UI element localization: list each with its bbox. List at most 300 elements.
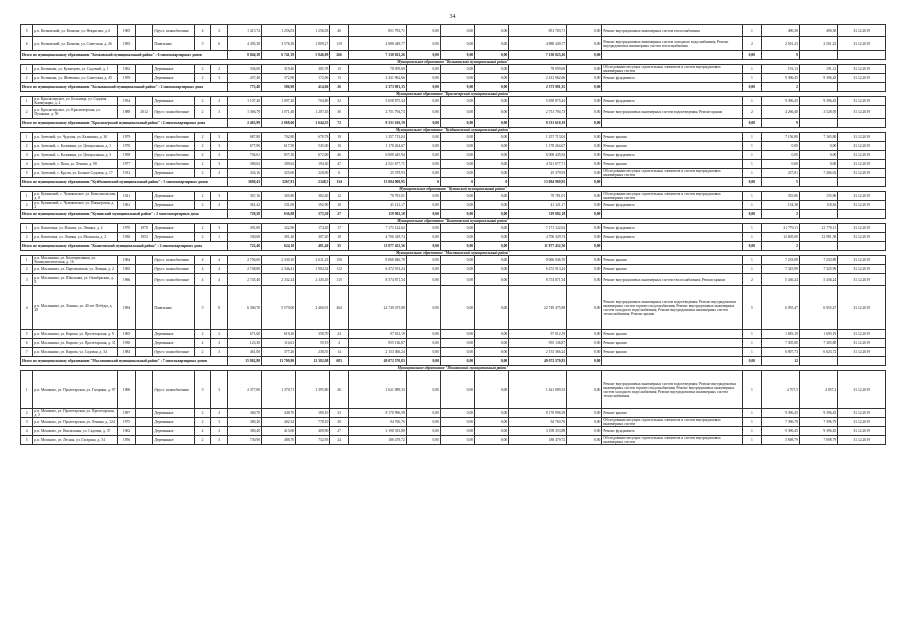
cell-col-17: 0,00	[567, 409, 602, 418]
cell-col-5: Деревянные	[153, 418, 194, 427]
cell-col-8: 123,30	[227, 339, 261, 348]
house-row	[21, 274, 886, 286]
cell-col-6: 2	[194, 192, 211, 201]
cell-col-20: 0,00	[761, 160, 799, 169]
cell-col-14: 0,00	[440, 83, 474, 92]
cell-col-4	[135, 151, 153, 160]
cell-col-17: 0,00	[567, 210, 602, 219]
cell-col-8: 309,62	[227, 160, 261, 169]
cell-col-15: 0,00	[475, 418, 509, 427]
cell-col-12: 7 171 122,62	[348, 224, 406, 233]
cell-col-12: 3 198 353,88	[348, 427, 406, 436]
municipality-title: Муниципальное образование "Мошковский муниципальный район"	[21, 366, 886, 371]
cell-col-11: 119	[330, 37, 349, 51]
cell-col-16: 1 178 264,67	[509, 142, 567, 151]
cell-col-11: 23	[330, 409, 349, 418]
cell-col-1: 2	[21, 142, 33, 151]
cell-col-18: Ремонт внутридомовых инженерных систем теплоснабжения	[602, 25, 743, 37]
cell-col-7: 3	[211, 106, 228, 119]
cell-col-17: 0,00	[567, 83, 602, 92]
cell-col-21: 7 698,79	[799, 436, 837, 445]
cell-col-22: 31.12.2019	[838, 192, 886, 201]
cell-col-22: 31.12.2019	[838, 25, 886, 37]
cell-col-2: р.п. Купинский, с. Чумаковское, ул. Пионерская, д. 2	[33, 201, 118, 210]
cell-col-10: 2 345,45	[296, 274, 330, 286]
cell-col-16: 8 170 996,58	[509, 409, 567, 418]
cell-col-4	[135, 133, 153, 142]
cell-col-16: 1 257 713,04	[509, 133, 567, 142]
cell-col-11: 16	[330, 201, 349, 210]
cell-col-14: 0,00	[440, 357, 474, 366]
cell-col-19: 1	[743, 97, 762, 106]
cell-col-16: 4 521 677,71	[509, 160, 567, 169]
cell-col-11: 27	[330, 427, 349, 436]
cell-col-5: (бруст. шлакоблочные	[153, 265, 194, 274]
cell-col-19: 0,00	[743, 210, 762, 219]
cell-col-19: 1	[743, 151, 762, 160]
cell-col-12: 78 781,01	[348, 192, 406, 201]
cell-col-22: 31.12.2019	[838, 274, 886, 286]
cell-col-12: 955 136,87	[348, 339, 406, 348]
cell-col-3: 1958	[118, 151, 136, 160]
cell-col-21: 191,12	[799, 65, 837, 74]
cell-col-4	[135, 65, 153, 74]
cell-col-7: 2	[211, 330, 228, 339]
cell-col-21: 118,36	[799, 201, 837, 210]
subtotal-label: Итого по муниципальному образованию "Кыштовский муниципальный район" : 2 многоквартирных дома	[21, 242, 228, 251]
cell-col-11: 16	[330, 142, 349, 151]
cell-col-1: 2	[21, 409, 33, 418]
cell-col-5: Деревянные	[153, 169, 194, 178]
cell-col-10: 409,90	[296, 427, 330, 436]
cell-col-11: 24	[330, 330, 349, 339]
cell-col-9: 6 741,39	[262, 51, 296, 60]
cell-col-5: (бруст. шлакоблочные	[153, 348, 194, 357]
cell-col-11: 266	[330, 51, 349, 60]
cell-col-16: 7 171 122,62	[509, 224, 567, 233]
cell-col-19: 1	[743, 133, 762, 142]
cell-col-3: 1961	[118, 201, 136, 210]
cell-col-2: р.п. Мошково, ул. Пролетарская, ул. Ленина, д. 124	[33, 418, 118, 427]
cell-col-16: 119 902,18	[509, 210, 567, 219]
cell-col-13: 0,00	[406, 97, 440, 106]
cell-col-17: 0,00	[567, 286, 602, 330]
cell-col-13: 0,00	[406, 418, 440, 427]
cell-col-4	[135, 286, 153, 330]
cell-col-14: 0,00	[440, 142, 474, 151]
cell-col-12: 41 121,17	[348, 201, 406, 210]
cell-col-1: 4	[21, 286, 33, 330]
cell-col-21: 9 396,45	[799, 74, 837, 83]
house-row	[21, 256, 886, 265]
cell-col-22: 31.12.2019	[838, 330, 886, 339]
cell-col-8: 4 495,38	[227, 37, 261, 51]
cell-col-1: 5	[21, 330, 33, 339]
cell-col-13: 0,00	[406, 210, 440, 219]
cell-col-18: Ремонт крыши	[602, 256, 743, 265]
cell-col-5: Деревянные	[153, 436, 194, 445]
cell-col-19: 1	[743, 169, 762, 178]
cell-col-7: 4	[211, 256, 228, 265]
cell-col-16: 4 706 329,74	[509, 233, 567, 242]
cell-col-16: 6 008 445,94	[509, 151, 567, 160]
cell-col-22: 31.12.2019	[838, 409, 886, 418]
cell-col-13: 0,00	[406, 348, 440, 357]
cell-col-13: 0,00	[406, 256, 440, 265]
cell-col-1: 3	[21, 274, 33, 286]
subtotal-label: Итого по муниципальному образованию "Краснозерский муниципальный район" : 2 многоквартирных дома	[21, 119, 228, 128]
cell-col-12: 8 374 871,34	[348, 274, 406, 286]
cell-col-13: 0,00	[406, 233, 440, 242]
cell-col-1: 7	[21, 348, 33, 357]
cell-col-7: 1	[211, 233, 228, 242]
cell-col-4	[135, 348, 153, 357]
cell-col-2: р.п. Зуевский, с. Калинина, ул. Центральная, д. 3	[33, 151, 118, 160]
cell-col-12: 6 008 445,94	[348, 151, 406, 160]
cell-col-21: 7 233,89	[799, 256, 837, 265]
cell-col-8: 773,40	[227, 83, 261, 92]
cell-col-16: 11 877 452,36	[509, 242, 567, 251]
cell-col-19: 1	[743, 330, 762, 339]
cell-col-9: 301,20	[262, 233, 296, 242]
cell-col-20: 6 955,47	[761, 286, 799, 330]
cell-col-20: 9	[761, 51, 799, 60]
cell-col-16: 188 479,72	[509, 436, 567, 445]
cell-col-4	[135, 192, 153, 201]
cell-col-11: 20	[330, 418, 349, 427]
cell-col-15: 0,00	[475, 119, 509, 128]
cell-col-20: 9 396,45	[761, 97, 799, 106]
cell-col-18: Ремонт внутридомовых инженерных систем холодного водоснабжения; Ремонт внутридомовых инженерных систем теплоснабжения	[602, 37, 743, 51]
cell-col-3: 1979	[118, 133, 136, 142]
cell-col-2: р.п. Кыштовка, ул. Ильича, ул. Ленина, д. 2	[33, 224, 118, 233]
cell-col-22	[838, 119, 886, 128]
cell-col-10: 2348,5	[296, 178, 330, 187]
cell-col-21	[799, 210, 837, 219]
cell-col-12: 8 331 610,19	[348, 119, 406, 128]
cell-col-22: 31.12.2019	[838, 427, 886, 436]
cell-col-15: 0,00	[475, 274, 509, 286]
cell-col-7: 4	[211, 274, 228, 286]
cell-col-6: 2	[194, 224, 211, 233]
cell-col-8: 722,40	[227, 242, 261, 251]
cell-col-9: 13 709,80	[262, 357, 296, 366]
cell-col-6: 4	[194, 265, 211, 274]
cell-col-20: 2	[761, 210, 799, 219]
cell-col-7: 8	[211, 286, 228, 330]
cell-col-15: 0,00	[475, 51, 509, 60]
cell-col-13: 0,00	[406, 169, 440, 178]
cell-col-8: 1 366,79	[227, 106, 261, 119]
house-row	[21, 233, 886, 242]
cell-col-18: Ремонт фундамента	[602, 233, 743, 242]
cell-col-9: 2 330,10	[262, 256, 296, 265]
municipality-title: Муниципальное образование "Кыштовский муниципальный район"	[21, 219, 886, 224]
cell-col-20: 9	[761, 119, 799, 128]
cell-col-12: 2 373 981,35	[348, 83, 406, 92]
cell-col-16: 2 153 366,24	[509, 348, 567, 357]
cell-col-10: 180,10	[296, 409, 330, 418]
cell-col-6: 2	[194, 348, 211, 357]
cell-col-2: р.п. Маслянино, ул. Кирова, ул. Пролетарская, д. 31	[33, 339, 118, 348]
cell-col-19: 1	[743, 201, 762, 210]
cell-col-12: 6 472 913,24	[348, 265, 406, 274]
cell-col-13: 0,00	[406, 142, 440, 151]
cell-col-22	[838, 242, 886, 251]
cell-col-17: 0,00	[567, 142, 602, 151]
cell-col-19: 1	[743, 74, 762, 83]
subtotal-label: Итого по муниципальному образованию "Маслянинский муниципальный район" : 7 многоквартирных домов	[21, 357, 228, 366]
cell-col-18: Ремонт фундамента	[602, 224, 743, 233]
cell-col-22: 31.12.2019	[838, 286, 886, 330]
cell-col-13: 0	[406, 178, 440, 187]
cell-col-22: 31.12.2019	[838, 201, 886, 210]
cell-col-7: 3	[211, 339, 228, 348]
cell-col-3: 1970	[118, 224, 136, 233]
cell-col-4	[135, 409, 153, 418]
cell-col-17: 0,00	[567, 339, 602, 348]
subtotal-row	[21, 119, 886, 128]
cell-col-1: 4	[21, 160, 33, 169]
cell-col-18	[602, 119, 743, 128]
cell-col-6: 4	[194, 274, 211, 286]
cell-col-12: 8 066 846,70	[348, 256, 406, 265]
house-row	[21, 25, 886, 37]
cell-col-16: 8 374 871,34	[509, 274, 567, 286]
cell-col-15: 0,00	[475, 133, 509, 142]
cell-col-22: 31.12.2019	[838, 142, 886, 151]
cell-col-6: 2	[194, 74, 211, 83]
cell-col-15: 0	[475, 178, 509, 187]
cell-col-13: 0,00	[406, 274, 440, 286]
cell-col-20: 7 325,99	[761, 265, 799, 274]
cell-col-15: 0,00	[475, 210, 509, 219]
cell-col-17: 0,00	[567, 427, 602, 436]
cell-col-13: 0,00	[406, 330, 440, 339]
cell-col-22: 31.12.2019	[838, 151, 886, 160]
cell-col-20: 4 707,5	[761, 371, 799, 409]
cell-col-11: 19	[330, 133, 349, 142]
cell-col-1: 2	[21, 74, 33, 83]
cell-col-10: 1 256,03	[296, 25, 330, 37]
cell-col-9: 372,90	[262, 74, 296, 83]
cell-col-4	[135, 371, 153, 409]
cell-col-2: р.п. Мошково, ул. Пролетарская, ул. Гагарина, д. 97	[33, 371, 118, 409]
cell-col-21: 490,30	[799, 25, 837, 37]
cell-col-11: 14	[330, 348, 349, 357]
cell-col-3: 1956	[118, 436, 136, 445]
subtotal-row	[21, 242, 886, 251]
cell-col-11: 47	[330, 160, 349, 169]
cell-col-11: 156	[330, 256, 349, 265]
cell-col-14: 0,00	[440, 37, 474, 51]
cell-col-3: 1994	[118, 286, 136, 330]
cell-col-5: Деревянные	[153, 339, 194, 348]
cell-col-6: 4	[194, 25, 211, 37]
cell-col-1: 2	[21, 201, 33, 210]
cell-col-19: 1	[743, 224, 762, 233]
cell-col-3: 1964	[118, 256, 136, 265]
cell-col-8: 677,90	[227, 142, 261, 151]
house-row	[21, 348, 886, 357]
house-row	[21, 224, 886, 233]
cell-col-15: 0,00	[475, 192, 509, 201]
cell-col-8: 380,40	[227, 427, 261, 436]
cell-col-4	[135, 418, 153, 427]
cell-col-5: (бруст. шлакоблочные	[153, 151, 194, 160]
cell-col-13: 0,00	[406, 83, 440, 92]
cell-col-2: р.п. Маслянино, ул. Кирова, ул. Садовая, д. 34	[33, 348, 118, 357]
cell-col-12: 25 379,93	[348, 169, 406, 178]
cell-col-18: Ремонт фундамента	[602, 201, 743, 210]
cell-col-10: 238,55	[296, 348, 330, 357]
cell-col-15: 0,00	[475, 97, 509, 106]
cell-col-6: 3	[194, 371, 211, 409]
cell-col-16: 6 472 913,24	[509, 265, 567, 274]
cell-col-13: 0,00	[406, 339, 440, 348]
cell-col-13: 0,00	[406, 265, 440, 274]
cell-col-2: р.п. Зуевский, с. Калинина, ул. Центральная, д. 1	[33, 142, 118, 151]
cell-col-2: р.п. Маслянино, ул. Школьная, ул. Октябрьская, д. 8	[33, 274, 118, 286]
cell-col-9: 617,50	[262, 142, 296, 151]
cell-col-15: 0,00	[475, 357, 509, 366]
cell-col-6: 2	[194, 97, 211, 106]
cell-col-19: 2	[743, 106, 762, 119]
cell-col-7: 3	[211, 371, 228, 409]
cell-col-9: 322,90	[262, 224, 296, 233]
cell-col-22: 31.12.2019	[838, 106, 886, 119]
cell-col-5: Деревянные	[153, 224, 194, 233]
cell-col-9: 309,62	[262, 160, 296, 169]
cell-col-11: 46	[330, 151, 349, 160]
cell-col-16: 49 072 570,83	[509, 357, 567, 366]
cell-col-19: 1	[743, 436, 762, 445]
cell-col-10: 2 460,01	[296, 286, 330, 330]
cell-col-2: р.п. Колывань, ул. Кузнецова, ул. Садовый, д. 1	[33, 65, 118, 74]
cell-col-13: 0,00	[406, 65, 440, 74]
cell-col-3: 1966	[118, 274, 136, 286]
cell-col-22	[838, 83, 886, 92]
cell-col-6: 2	[194, 436, 211, 445]
house-row	[21, 37, 886, 51]
cell-col-19: 1	[743, 256, 762, 265]
cell-col-10: 307,20	[296, 233, 330, 242]
cell-col-12: 11 877 452,36	[348, 242, 406, 251]
cell-col-17: 0,00	[567, 25, 602, 37]
cell-col-8: 6 360,70	[227, 286, 261, 330]
cell-col-22: 31.12.2019	[838, 233, 886, 242]
cell-col-17: 0,00	[567, 65, 602, 74]
cell-col-12: 49 072 570,83	[348, 357, 406, 366]
cell-col-18: Обследование несущих строительных элементов и систем внутридомовых инженерных систем	[602, 436, 743, 445]
cell-col-10: 220,90	[296, 169, 330, 178]
cell-col-16: 8 331 610,19	[509, 119, 567, 128]
cell-col-3: 1930	[118, 339, 136, 348]
cell-col-22	[838, 178, 886, 187]
cell-col-3: 1988	[118, 106, 136, 119]
cell-col-2: р.п. Кыштовка, ул. Ленина, ул. Мохнатая, д. 2	[33, 233, 118, 242]
cell-col-4	[135, 274, 153, 286]
cell-col-5: Деревянные	[153, 74, 194, 83]
cell-col-6: 2	[194, 169, 211, 178]
cell-col-6: 2	[194, 427, 211, 436]
cell-col-6: 2	[194, 106, 211, 119]
cell-col-14: 0,00	[440, 201, 474, 210]
cell-col-12: 4 888 449,77	[348, 37, 406, 51]
cell-col-18: Ремонт фундамента	[602, 427, 743, 436]
cell-col-18: Обследование несущих строительных элементов и систем внутридомовых инженерных систем	[602, 192, 743, 201]
cell-col-22	[838, 51, 886, 60]
cell-col-1: 1	[21, 133, 33, 142]
cell-col-14: 0,00	[440, 418, 474, 427]
cell-col-16: 2 431 962,66	[509, 74, 567, 83]
cell-col-2: р.п. Мошково, ул. Вокзальная, ул. Садовая, д. 37	[33, 427, 118, 436]
cell-col-7: 3	[211, 436, 228, 445]
register-table	[20, 24, 886, 445]
cell-col-21	[799, 178, 837, 187]
house-row	[21, 74, 886, 83]
cell-col-3: 1975	[118, 418, 136, 427]
cell-col-18: Обследование несущих строительных элементов и систем внутридомовых инженерных систем	[602, 65, 743, 74]
cell-col-19: 1	[743, 409, 762, 418]
cell-col-4	[135, 265, 153, 274]
cell-col-19: 1	[743, 427, 762, 436]
cell-col-4	[135, 427, 153, 436]
cell-col-2: р.п. Колывань, ул. Шевченко, ул. Советская, д. 45	[33, 74, 118, 83]
cell-col-8: 367,16	[227, 192, 261, 201]
cell-col-10: 1 395,80	[296, 371, 330, 409]
cell-col-2: р.п. Кочковский, ул. Кочкова, ул. Советская, д. 26	[33, 37, 118, 51]
cell-col-19: 5	[743, 286, 762, 330]
cell-col-13: 0,00	[406, 371, 440, 409]
cell-col-17: 0,00	[567, 106, 602, 119]
cell-col-12: 1 621 089,33	[348, 371, 406, 409]
cell-col-12: 851 783,71	[348, 25, 406, 37]
cell-col-9: 3267,81	[262, 178, 296, 187]
cell-col-18	[602, 178, 743, 187]
cell-col-8: 704,61	[227, 151, 261, 160]
cell-col-16: 2 751 794,73	[509, 106, 567, 119]
cell-col-13: 0,00	[406, 51, 440, 60]
cell-col-10: 481,40	[296, 242, 330, 251]
cell-col-13: 0,00	[406, 242, 440, 251]
cell-col-21: 3 528,95	[799, 106, 837, 119]
cell-col-1: 1	[21, 371, 33, 409]
cell-col-9: 448,70	[262, 409, 296, 418]
cell-col-15: 0,00	[475, 151, 509, 160]
cell-col-20: 490,30	[761, 25, 799, 37]
cell-col-6: 2	[194, 339, 211, 348]
cell-col-1: 3	[21, 151, 33, 160]
cell-col-8: 380,20	[227, 418, 261, 427]
cell-col-8: 3690,43	[227, 178, 261, 187]
cell-col-9: 402,34	[262, 418, 296, 427]
cell-col-20: 12	[761, 357, 799, 366]
cell-col-19: 0,00	[743, 178, 762, 187]
cell-col-12: 97 012,19	[348, 330, 406, 339]
cell-col-5: (бруст. шлакоблочные	[153, 160, 194, 169]
cell-col-7: 3	[211, 169, 228, 178]
cell-col-12: 22 749 475,88	[348, 286, 406, 330]
cell-col-19: 1	[743, 192, 762, 201]
cell-col-17: 0,00	[567, 224, 602, 233]
cell-col-13: 0,00	[406, 160, 440, 169]
cell-col-2: р.п. Краснозерское, ул. Больница, ул. Садовая Коммунары, д. 2	[33, 97, 118, 106]
cell-col-15: 0,00	[475, 201, 509, 210]
cell-col-9: 377,20	[262, 348, 296, 357]
cell-col-2: р.п. Маслянино, ул. Партизанская, ул. Ленина, д. 2	[33, 265, 118, 274]
cell-col-8: 2 745,40	[227, 274, 261, 286]
